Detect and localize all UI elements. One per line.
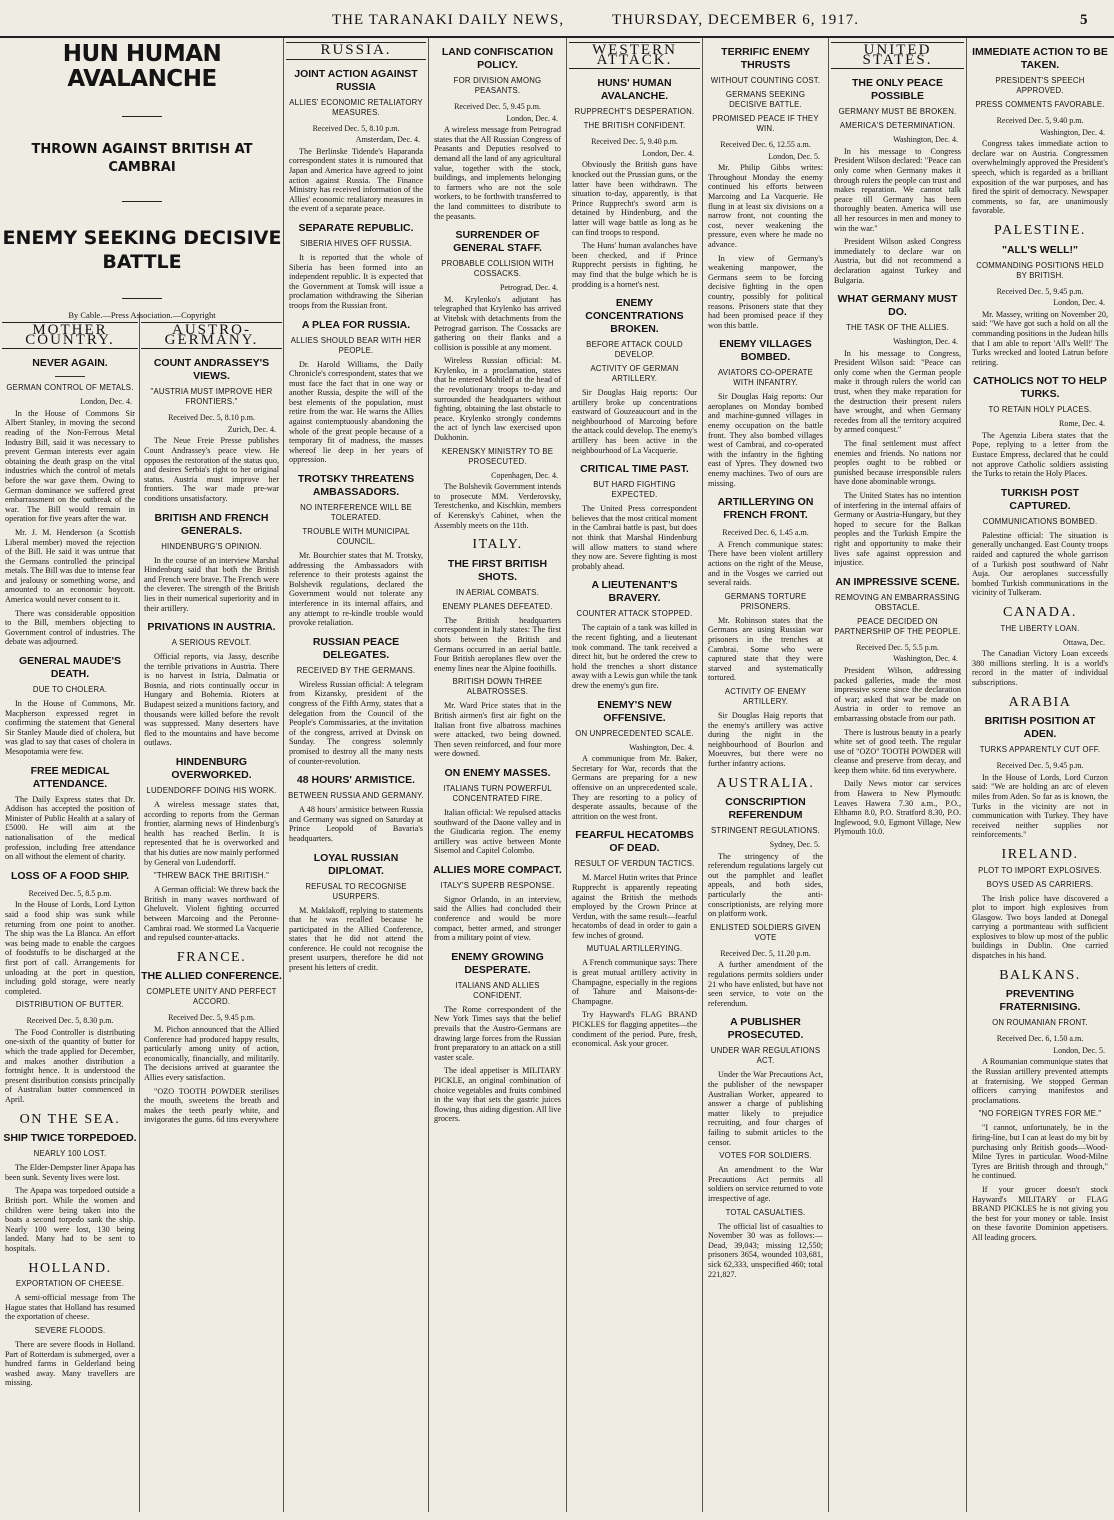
subheadline: PRESS COMMENTS FAVORABLE. <box>975 100 1105 109</box>
article-text: The United Press correspondent believes that the most critical moment in the Cambrai battle is past, but does not think that Marshal Hindenburg will allow matters to stand where they now are. Severe fighting is most probably ahead. <box>572 504 697 571</box>
headline: ARTILLERYING ON FRENCH FRONT. <box>717 496 814 522</box>
received-line: Received Dec. 5, 9.45 p.m. <box>454 102 541 111</box>
subheadline: BEFORE ATTACK COULD DEVELOP. <box>586 340 683 360</box>
headline: BRITISH AND FRENCH GENERALS. <box>154 511 269 537</box>
subheadline: TO RETAIN HOLY PLACES. <box>988 405 1092 415</box>
article-text: An amendment to the War Precautions Act permits all soldiers on service returned to vote irrespective of age. <box>708 1165 823 1203</box>
headline: ALLIES MORE COMPACT. <box>433 863 562 876</box>
subheadline: TROUBLE WITH MUNICIPAL COUNCIL. <box>302 527 410 547</box>
subheadline: BRITISH DOWN THREE ALBATROSSES. <box>452 677 543 697</box>
article-text: A semi-official message from The Hague states that Holland has resumed the exportation of cheese. <box>5 1293 135 1322</box>
headline: CRITICAL TIME PAST. <box>580 463 689 476</box>
received-line: Received Dec. 5, 9.45 p.m. <box>996 761 1084 771</box>
headline: SHIP TWICE TORPEDOED. <box>3 1132 137 1145</box>
article-text: Signor Orlando, in an interview, said the Allies had concluded their conference and would be more compact, better armed, and stronger from a military point of view. <box>434 894 561 943</box>
subheadline: HINDENBURG'S OPINION. <box>161 541 262 551</box>
headline: THE FIRST BRITISH SHOTS. <box>447 557 548 583</box>
subheadline: PRESIDENT'S SPEECH APPROVED. <box>995 76 1085 95</box>
article-text: In the House of Lords, Lord Curzon said: "We are holding an arc of eleven miles from Aden. So far as is known, the Turks in the vicinity are not in communication with Turkey. They have received neither supplies nor reinforcements." <box>972 772 1108 840</box>
headline: AN IMPRESSIVE SCENE. <box>835 575 960 588</box>
section-holland: HOLLAND. <box>28 1260 112 1276</box>
subheadline: PROMISED PEACE IF THEY WIN. <box>712 114 819 133</box>
subheadline: ITALY'S SUPERB RESPONSE. <box>440 880 555 890</box>
subheadline: THE TASK OF THE ALLIES. <box>846 323 949 333</box>
column-land-italy <box>431 38 564 1512</box>
section-on-the-sea: ON THE SEA. <box>19 1111 121 1127</box>
article-text: The Rome correspondent of the New York Times says that the belief prevails that the Austro-Germans are drawing large forces from the Russian front preparatory to an attack on a still vaster scale. <box>434 1004 561 1062</box>
subheadline: IN AERIAL COMBATS. <box>456 587 539 597</box>
article-text: The captain of a tank was killed in the recent fighting, and a lieutenant took command. The tank received a direct hit, but he ordered the crew to hold the trenches a short distance away with a Lewis gun while the tank drew the enemy's gun fire. <box>572 623 697 690</box>
subheadline: ALLIES SHOULD BEAR WITH HER PEOPLE. <box>290 335 422 355</box>
headline: ENEMY VILLAGES BOMBED. <box>719 338 812 364</box>
article-text: The Neue Freie Presse publishes Count Andrassey's peace view. He opposes the restoration of the status quo, and desires Serbia's right to her original status. Austria must improve her frontiers. The war made pre-war conditions unsatisfactory. <box>144 436 279 503</box>
headline: 48 HOURS' ARMISTICE. <box>296 774 416 787</box>
page-number: 5 <box>1080 12 1089 28</box>
headline: ON ENEMY MASSES. <box>444 766 551 779</box>
advertisement-text: There is lustrous beauty in a pearly white set of good teeth. The regular use of "OZO" TOOTH POWDER will cleanse and preserve from decay, and keep them white. 6d tins everywhere. <box>834 727 961 775</box>
subheadline: COUNTER ATTACK STOPPED. <box>576 609 693 619</box>
received-line: Received Dec. 5, 9.45 p.m. <box>168 1013 255 1023</box>
article-text: Mr. Robinson states that the Germans are using Russian war prisoners in the trenches at Cambrai. Some who were captured state that they were starved and systematically tortured. <box>708 615 823 683</box>
subheadline: LUDENDORFF DOING HIS WORK. <box>146 786 277 796</box>
dateline: Washington, Dec. 4. <box>893 135 958 145</box>
article-text: Mr. J. M. Henderson (a Scottish Liberal member) moved the rejection of the Bill. He said it was untrue that the Germans controlled the principal metals. The Bill was due to intense fear and jealousy or something worse, and amounted to an economic boycott. America would never consent to it. <box>5 527 135 605</box>
article-text: Sir Douglas Haig reports: Our artillery broke up concentrations eastward of Gouzeaucourt and in the neighbourhood of Marcoing before the attack could develop. The enemy's artillery has been active in the neighbourhood of La Vacquerie. <box>572 388 698 455</box>
dateline: London, Dec. 4. <box>506 113 558 123</box>
article-text: Italian official: We repulsed attacks southward of the Daone valley and in the Giudicaria region. The enemy artillery was active between Monte Sisemol and Capitel Colombo. <box>434 807 561 856</box>
subheadline: STRINGENT REGULATIONS. <box>711 826 820 836</box>
subheadline: GERMANS SEEKING DECISIVE BATTLE. <box>725 90 806 109</box>
advertisement-text: The ideal appetiser is MILITARY PICKLE, an original combination of choice vegetables and fruits combined in the way that sets the gastric juices flowing, thus aiding digestion. All live grocers. <box>434 1066 561 1124</box>
subheadline: COMMANDING POSITIONS HELD BY BRITISH. <box>976 260 1104 280</box>
section-france: FRANCE. <box>176 949 247 965</box>
dateline: Zurich, Dec. 4. <box>227 424 276 434</box>
article-text: The Huns' human avalanches have been checked, and if Prince Rupprecht persists in fighting, he may find that the bulge which he is prodding is a hornet's nest. <box>572 241 697 289</box>
headline: IMMEDIATE ACTION TO BE TAKEN. <box>972 46 1108 71</box>
subheadline: AMERICA'S DETERMINATION. <box>839 121 956 131</box>
subheadline: GERMANS TORTURE PRISONERS. <box>724 591 807 611</box>
headline: ENEMY GROWING DESPERATE. <box>451 950 544 976</box>
headline: CONSCRIPTION REFERENDUM <box>725 796 806 822</box>
article-text: Official reports, via Jassy, describe the terrible privations in Austria. There is no harvest in Istria, Dalmatia or Bosnia, and riots continually occur in Hungary and Bohemia. Rioters at Budapest seized a munitions factory, and thousands were killed before the revolt was suppressed. Many deserters have fled to the mountains and have become outlaws. <box>144 652 279 748</box>
dateline: Washington, Dec. 4. <box>893 654 958 664</box>
dateline: London, Dec. 4. <box>1053 298 1105 308</box>
headline: ENEMY'S NEW OFFENSIVE. <box>597 698 672 724</box>
article-text: A Roumanian communique states that the Russian artillery prevented attempts at fraternising. We stopped German officers carrying manifestos and proclamations. <box>972 1057 1108 1105</box>
newspaper-title: THE TARANAKI DAILY NEWS, <box>332 12 565 28</box>
article-text: Mr. Philip Gibbs writes: Throughout Monday the enemy continued his efforts between Marcoing and La Vacquerie. He flung in at least six divisions on a narrow front, not counting the cost, never weakening the pressure, even where he made no advance. <box>708 163 823 249</box>
headline: HINDENBURG OVERWORKED. <box>171 756 252 782</box>
section-ireland: IRELAND. <box>1001 846 1079 862</box>
article-text: In the House of Commons Sir Albert Stanley, in moving the second reading of the Non-Ferrous Metal Industry Bill, said it was necessary to prevent German interests ever again obtaining the death grasp on the vital industries which the control of metals before the war gave them. Owing to German dominance we suffered great embarrassment on the outbreak of the war. The Bill would remain in operation for five years after the war. <box>5 408 135 524</box>
received-line: Received Dec. 6, 1.45 a.m. <box>722 528 809 538</box>
headline: FREE MEDICAL ATTENDANCE. <box>30 764 110 790</box>
subheadline: RESULT OF VERDUN TACTICS. <box>574 859 695 869</box>
subheadline: SEVERE FLOODS. <box>34 1325 106 1335</box>
column-terrific-australia <box>705 38 826 1512</box>
subheadline: ENLISTED SOLDIERS GIVEN VOTE <box>710 922 821 942</box>
subheadline: NEARLY 100 LOST. <box>33 1149 107 1159</box>
section-australia: AUSTRALIA. <box>716 775 815 791</box>
received-line: Received Dec. 5, 5.5 p.m. <box>856 642 939 652</box>
subheadline: ALLIES' ECONOMIC RETALIATORY MEASURES. <box>289 97 423 117</box>
subheadline: SIBERIA HIVES OFF RUSSIA. <box>299 238 413 248</box>
headline: HUNS' HUMAN AVALANCHE. <box>597 77 672 103</box>
article-text: Wireless Russian official: M. Krylenko, in a proclamation, states that he entered Mohileff at the head of the revolutionary troops to-day and surrounded the headquarters without fighting, obtaining the last obstacle to peace. Krylenko strongly condemns the act of lynch law exercised upon Dukhonin. <box>434 356 561 443</box>
article-text: In view of Germany's weakening manpower, the Germans seem to be forcing decisive fighting in the open country, possibly for political reasons. Prisoners state that they had been promised peace if they won this battle. <box>708 253 823 330</box>
article-text: The Apapa was torpedoed outside a British port. While the women and children were being taken into the boats a second torpedo sank the ship. Nearly 100 were lost, 130 being landed. Many had to be sent to hospitals. <box>5 1186 135 1253</box>
article-text: The Agenzia Libera states that the Pope, replying to a letter from the Eustace Empress, declared that he could not approve Catholic soldiers assisting the Turks to retain the Holy Places. <box>972 430 1108 479</box>
article-text: Mr. Massey, writing on November 20, said: "We have got such a hold on all the commanding positions in the Judean hills that I am able to report 'All's Well!' The Turks wrecked and looted Latrun before retiring. <box>972 309 1108 367</box>
subheadline: NO INTERFERENCE WILL BE TOLERATED. <box>300 503 412 523</box>
article-text: A French communique says: There is great mutual artillery activity in Champagne, especially in the regions of Tahure and Maisons-de-Champagne. <box>572 958 697 1006</box>
subheadline: AVIATORS CO-OPERATE WITH INFANTRY. <box>717 368 814 388</box>
lead-headline: HUN HUMAN AVALANCHE <box>62 41 222 92</box>
section-russia: RUSSIA. <box>286 42 426 60</box>
masthead <box>0 0 1114 38</box>
subheadline: THE BRITISH CONFIDENT. <box>583 121 686 131</box>
received-line: Received Dec. 5, 8.5 p.m. <box>28 888 112 898</box>
headline: LOYAL RUSSIAN DIPLOMAT. <box>313 851 399 877</box>
subheadline: BOYS USED AS CARRIERS. <box>986 879 1094 889</box>
column-western-attack <box>569 38 700 1512</box>
dateline: Rome, Dec. 4. <box>1059 419 1105 429</box>
article-text: The Bolshevik Government intends to prosecute MM. Verderovsky, Terestchenko, and Kischkin, members of Kerensky's Cabinet, when the Assembly meets on the 11th. <box>434 482 561 530</box>
dateline: Sydney, Dec. 5. <box>769 840 820 850</box>
article-text: M. Pichon announced that the Allied Conference had produced happy results, particularly among unity of action, economically, financially, and militarily. The decisions arrived at guarantee the Allies every satisfaction. <box>144 1024 279 1082</box>
dateline: London, Dec. 5. <box>768 151 820 161</box>
advertisement-text: Try Hayward's FLAG BRAND PICKLES for flagging appetites—the condiment of the period. Pure, fresh, economical. Ask your grocer. <box>572 1010 697 1049</box>
dateline: London, Dec. 5. <box>1053 1045 1105 1055</box>
article-text: Obviously the British guns have knocked out the Prussian guns, or the latter have been withdrawn. The situation to-day, apparently, is that Prince Rupprecht's sword arm is detained by Hindenburg, and the latter will wage battle as long as he can find troops to respond. <box>572 160 697 237</box>
article-text: A further amendment of the regulations permits soldiers under 21 who have enlisted, but have not seen service, to vote on the referendum. <box>708 960 823 1008</box>
headline: NEVER AGAIN. <box>32 357 108 370</box>
subheadline: MUTUAL ARTILLERYING. <box>586 944 683 954</box>
headline: FEARFUL HECATOMBS OF DEAD. <box>575 829 694 855</box>
headline: LOSS OF A FOOD SHIP. <box>10 869 130 882</box>
article-text: Under the War Precautions Act, the publisher of the newspaper Australian Worker, appeared to answer a charge of publishing matter likely to prejudice recruiting, and four charges of failing to submit articles to the censor. <box>708 1070 823 1147</box>
headline: ENEMY CONCENTRATIONS BROKEN. <box>585 297 684 336</box>
headline: SEPARATE REPUBLIC. <box>298 221 414 234</box>
section-italy: ITALY. <box>472 537 523 553</box>
article-text: In his message to Congress President Wilson declared: "Peace can only come when Germany makes it through rulers the people can trust and makes reparation. We cannot talk peace till Germany has been thoroughly beaten. America will use all her resources in men and money to win the war." <box>834 146 961 233</box>
subheadline: ENEMY PLANES DEFEATED. <box>442 601 553 611</box>
article-text: The British headquarters correspondent in Italy states: The first shots between the British and Germans occurred in an aerial battle. Four British aeroplanes flew over the enemy lines near the Alpine foothills. <box>434 615 561 673</box>
advertisement-text: "OZO TOOTH POWDER sterilises the mouth, sweetens the breath and makes the teeth pearly white, and invigorates the gums. 6d tins everywhere <box>144 1086 279 1125</box>
section-palestine: PALESTINE. <box>994 222 1086 238</box>
subheadline: VOTES FOR SOLDIERS. <box>719 1151 812 1161</box>
article-text: The stringency of the referendum regulations largely cut out the pamphlet and leaflet appeals, and both sides, particularly the anti-conscriptionists, are relying more on platform work. <box>708 851 823 919</box>
subheadline: "THREW BACK THE BRITISH." <box>153 871 270 881</box>
headline: A PUBLISHER PROSECUTED. <box>727 1016 804 1042</box>
subheadline: RECEIVED BY THE GERMANS. <box>296 665 416 675</box>
section-arabia: ARABIA <box>1008 694 1072 710</box>
subheadline: PEACE DECIDED ON PARTNERSHIP OF THE PEOPLE. <box>834 616 961 636</box>
subheadline: WITHOUT COUNTING COST. <box>710 76 821 85</box>
headline: PRIVATIONS IN AUSTRIA. <box>147 621 276 634</box>
received-line: Received Dec. 6, 12.55 a.m. <box>720 140 811 149</box>
received-line: Received Dec. 5, 9.45 p.m. <box>996 286 1084 296</box>
subheadline: THE LIBERTY LOAN. <box>1000 623 1080 633</box>
headline: "ALL'S WELL!" <box>1001 243 1079 256</box>
article-text: President Wilson asked Congress immediately to declare war on Austria, but did not recommend a declaration against Turkey and Bulgaria. <box>834 237 961 285</box>
headline: CATHOLICS NOT TO HELP TURKS. <box>973 375 1107 401</box>
received-line: Received Dec. 5, 8.10 p.m. <box>312 123 400 133</box>
article-text: A wireless message from Petrograd states that the All Russian Congress of Peasants and Deputies resolved to demand all the land of any agricultural value, together with the stock, buildings, and implements belonging to farmers who are not the sole workers, to be forthwith transferred to the land committees to distribute to the peasants. <box>434 125 561 221</box>
advertisement-text: If your grocer doesn't stock Hayward's MILITARY or FLAG BRAND PICKLES he is not giving you the best for your money or table. Insist on these favorite Dominion appetisers. All leading grocers. <box>972 1184 1108 1242</box>
byline-text: By Cable.—Press Association.—Copyright <box>68 310 216 320</box>
received-line: Received Dec. 6, 1.50 a.m. <box>996 1034 1084 1044</box>
section-western-attack: WESTERN ATTACK. <box>569 42 700 69</box>
subheadline: PROBABLE COLLISION WITH COSSACKS. <box>441 259 554 279</box>
article-text: Mr. Bourchier states that M. Trotsky, addressing the Ambassadors with reference to their protests against the Bolshevik regulations, declared the Government would not tolerate any interference in its internal affairs, and any attempt to re-kindle trouble would provoke retaliation. <box>289 551 423 628</box>
column-russia <box>286 38 426 1512</box>
section-united-states: UNITED STATES. <box>831 42 964 69</box>
article-text: In the House of Commons, Mr. Macpherson expressed regret in confirming the statement that General Sir Stanley Maude died of cholera, but was glad to say that cases of cholera in Mesopotamia were few. <box>5 699 135 756</box>
headline: TERRIFIC ENEMY THRUSTS <box>721 46 810 71</box>
article-text: A German official: We threw back the British in many waves northward of Gheluvelt. Violent fighting occurred between Marcoing and the Peronne-Cambrai road. We stormed La Vacquerie and repulsed counter-attacks. <box>144 885 279 943</box>
article-text: There are severe floods in Holland. Part of Rotterdam is submerged, over a hundred farms in Gelderland being washed away. Many travellers are missing. <box>5 1339 135 1388</box>
headline: JOINT ACTION AGAINST RUSSIA <box>294 67 418 93</box>
article-text: The final settlement must affect enemies and friends. No nations nor peoples ought to be robbed or punished because irresponsible rulers have done abominable wrongs. <box>834 439 961 487</box>
headline: COUNT ANDRASSEY'S VIEWS. <box>153 357 270 383</box>
subheadline: ACTIVITY OF ENEMY ARTILLERY. <box>724 686 807 706</box>
headline: TURKISH POST CAPTURED. <box>1000 486 1080 512</box>
section-mother-country: MOTHER COUNTRY. <box>2 322 138 349</box>
article-text: The Food Controller is distributing one-sixth of the quantity of butter for which the trade applied for December, and makes another distribution a fortnight hence. It is understood the present distribution consists principally of Australian butter commenced in April. <box>5 1027 135 1105</box>
article-text: The Canadian Victory Loan exceeds 380 millions sterling. It is a world's record in the matter of individual subscriptions. <box>972 649 1108 687</box>
article-text: President Wilson, addressing packed galleries, made the most impressive scene since the declaration of war; asked that war be made on Austria in order to remove an embarrassing obstacle from our path. <box>834 665 961 723</box>
headline: WHAT GERMANY MUST DO. <box>837 293 958 319</box>
article-text: The Elder-Dempster liner Apapa has been sunk. Seventy lives were lost. <box>5 1163 135 1182</box>
subheadline: TURKS APPARENTLY CUT OFF. <box>979 745 1101 755</box>
article-text: The Daily Express states that Dr. Addison has accepted the position of Minister of Public Health at a salary of £5000. He will aim at the nationalisation of the medical profession, including free attendance on all without the element of charity. <box>5 794 135 862</box>
received-line: Received Dec. 5, 8.10 p.m. <box>168 413 255 423</box>
subheadline: "NO FOREIGN TYRES FOR ME." <box>978 1109 1102 1119</box>
column-austro-germany <box>141 318 282 1512</box>
article-text: Sir Douglas Haig reports: Our aeroplanes on Monday bombed and machine-gunned villages in enemy occupation on the battle front. They also bombed villages west of Cambrai, and co-operated with the infantry in the fighting east of Ypres. They downed two enemy machines. Two of ours are missing. <box>708 392 823 488</box>
lead-deck-2: ENEMY SEEKING DECISIVE BATTLE <box>2 227 282 273</box>
subheadline: A SERIOUS REVOLT. <box>171 638 252 648</box>
article-text: Congress takes immediate action to declare war on Austria. Congressmen overwhelmingly approved the President's speech, which is regarded as a brilliant exposition of the war purposes, and has fired the spirit of democracy. Newspaper comments, so far, are unanimously favorable. <box>972 139 1108 216</box>
article-text: M. Krylenko's adjutant has telegraphed that Krylenko has arrived at Vitebsk with detachments from the Petrograd garrison. The Cossacks are gathering on their flanks and a collision is possible at any moment. <box>434 294 561 352</box>
headline: TROTSKY THREATENS AMBASSADORS. <box>297 473 415 499</box>
subheadline: DUE TO CHOLERA. <box>32 685 108 695</box>
article-text: Dr. Harold Williams, the Daily Chronicle's correspondent, states that we must face the fact that in one way or another Russia, despite the will of the best elements of the population, must retire from the war. He warns the Allies against contemptuously abandoning the whole of the great people because of a temporary fit of madness, the masses whereof lie deep in her years of oppression. <box>289 359 423 465</box>
subheadline: "AUSTRIA MUST IMPROVE HER FRONTIERS." <box>150 387 273 407</box>
section-canada: CANADA. <box>1003 605 1077 620</box>
advertisement-text: "I cannot, unfortunately, be in the firing-line, but I can at least do my bit by purchasing only British goods—Wood-Milne Tyres in particular. Wood-Milne Tyres are British through and through," he continued. <box>972 1123 1108 1181</box>
subheadline: RUPPRECHT'S DESPERATION. <box>574 107 695 117</box>
dateline: Ottawa, Dec. <box>1063 637 1105 647</box>
article-text: The United States has no intention of interfering in the internal affairs of Germany or Austria-Hungary, but they hoped to secure for the Balkan peoples and the Turkish Empire the right and opportunity to make their lives safe against oppression and injustice. <box>834 491 961 568</box>
subheadline: ITALIANS AND ALLIES CONFIDENT. <box>455 980 540 1000</box>
headline: RUSSIAN PEACE DELEGATES. <box>312 635 400 661</box>
headline: LAND CONFISCATION POLICY. <box>441 46 554 71</box>
subheadline: KERENSKY MINISTRY TO BE PROSECUTED. <box>441 446 554 466</box>
article-text: The Irish police have discovered a plot to import high explosives from Glasgow. Two boys landed at Donegal carrying a portmanteau with sufficient explosives to blow up most of the public buildings in Dublin. One carried dispatches in his hand. <box>972 893 1108 961</box>
section-balkans: BALKANS. <box>999 967 1081 983</box>
article-text: Palestine official: The situation is generally unchanged. East County troops raided and captured the whole garrison of a Turkish post southward of Nahr Auja. Our aeroplanes successfully bombed Turkish communications in the vicinity of Tulkeram. <box>972 530 1108 598</box>
subheadline: GERMANY MUST BE BROKEN. <box>838 107 957 117</box>
column-mother-country <box>2 318 138 1512</box>
article-text: A French communique states: There have been violent artillery actions on the right of the Meuse, and in the Vosges we carried out several raids. <box>708 539 823 588</box>
headline: GENERAL MAUDE'S DEATH. <box>18 655 122 681</box>
subheadline: DISTRIBUTION OF BUTTER. <box>15 1000 125 1010</box>
subheadline: BETWEEN RUSSIA AND GERMANY. <box>288 791 424 801</box>
article-text: Wireless Russian official: A telegram from Kizansky, president of the congress of the Fifth Army, states that a delegation from the Council of the People's Commissaries, at the invitation of the congress, arrived at Dvinsk on Sunday. The congress solemnly promised to destroy all the many nests of counter-revolution. <box>289 679 423 766</box>
article-text: A 48 hours' armistice between Russia and Germany was signed on Saturday at Prince Leopold of Bavaria's headquarters. <box>289 805 423 843</box>
article-text: In the course of an interview Marshal Hindenburg said that both the British and French were brave. The French were the cleverer. The strength of the British lies in their numerical superiority and in their artillery. <box>144 555 279 613</box>
headline: BRITISH POSITION AT ADEN. <box>984 715 1096 741</box>
article-text: The official list of casualties to November 30 was as follows:—Dead, 39,043; missing 12,550; prisoners 3654, wounded 103,681, sick 62,333, unspecified 460; total 221,827. <box>708 1221 823 1279</box>
received-line: Received Dec. 5, 9.40 p.m. <box>996 116 1084 125</box>
article-text: M. Marcel Hutin writes that Prince Rupprecht is apparently repeating against the British the methods employed by the Crown Prince at Verdun, with the same result—fearful hecatombs of dead in order to gain a few inches of ground. <box>572 873 697 940</box>
section-austro-germany: AUSTRO-GERMANY. <box>141 322 282 349</box>
lead-deck-1: THROWN AGAINST BRITISH AT CAMBRAI <box>31 142 253 175</box>
article-text: A communique from Mr. Baker, Secretary for War, records that the Germans are preparing for a new offensive on an unprecedented scale. They are resorting to a policy of desperate assaults, because of the attrition on the west front. <box>572 754 697 821</box>
article-text: The Berlinske Tidende's Haparanda correspondent states it is rumoured that Japan and America have agreed to joint action against Russia. The Finance Ministry has received information of the Allies' economic retaliatory measures in the event of a separate peace. <box>289 146 423 214</box>
dateline: London, Dec. 4. <box>80 397 132 407</box>
headline: THE ONLY PEACE POSSIBLE <box>851 77 944 103</box>
subheadline: PLOT TO IMPORT EXPLOSIVES. <box>978 865 1102 875</box>
headline: A PLEA FOR RUSSIA. <box>301 318 411 331</box>
headline: SURRENDER OF GENERAL STAFF. <box>453 229 542 255</box>
subheadline: TOTAL CASUALTIES. <box>725 1207 806 1217</box>
subheadline: COMMUNICATIONS BOMBED. <box>982 516 1098 526</box>
article-text: In the House of Lords, Lord Lytton said a food ship was sunk while returning from one point to another. The ship was the La Blanca. An effort was being made to enable the cargoes of foodstuffs to be discharged at the first port of call. Arrangements for unloading at the port in question, including gold storage, were nearly completed. <box>5 900 135 996</box>
dateline: Washington, Dec. 4. <box>629 742 694 752</box>
subheadline: ITALIANS TURN POWERFUL CONCENTRATED FIRE. <box>443 783 552 803</box>
advertisement-text: Daily News motor car services from Hawera to New Plymouth: Leaves Hawera 7.30 a.m., P.O., Elthamn 8.0, P.O. Stratford 8.30, P.O. Inglewood, 9.0, Egmont Village, New Plymouth 10.0. <box>834 779 961 837</box>
article-text: A wireless message states that, according to reports from the German frontier, alarming news of Hindenburg's health has reached Berlin. It is represented that he is overworked and that his duties are now mainly performed by General von Ludendorff. <box>144 800 279 867</box>
article-text: It is reported that the whole of Siberia has been formed into an independent republic. It is expected that the Government at Tomsk will issue a proclamation withdrawing the Siberian troops from the Russian front. <box>289 252 423 310</box>
dateline: London, Dec. 4. <box>642 148 694 158</box>
article-text: M. Maklakoff, replying to statements that he was recalled because he participated in the Allied Conference, states that he did not attend the conference. He could not recognise the present usurpers, therefore he did not present his letters of credit. <box>289 905 423 973</box>
article-text: Mr. Ward Price states that in the British airmen's first air fight on the Italian front five albatross machines were attacked, two being downed. Then seven reinforced, and four more were downed. <box>434 701 561 759</box>
dateline: Amsterdam, Dec. 4. <box>355 135 420 145</box>
received-line: Received Dec. 5, 9.40 p.m. <box>591 137 678 147</box>
headline: A LIEUTENANT'S BRAVERY. <box>591 579 678 605</box>
subheadline: ON ROUMANIAN FRONT. <box>992 1018 1088 1028</box>
dateline: Petrograd, Dec. 4. <box>500 283 558 293</box>
headline: PREVENTING FRATERNISING. <box>999 988 1081 1014</box>
article-text: In his message to Congress, President Wilson said: "Peace can only come when the German people make it through rulers the world can trust, when they make reparation for the destruction their present rulers have wrought, and when Germany recedes from all the territory acquired by armed conquest." <box>834 348 961 435</box>
subheadline: ON UNPRECEDENTED SCALE. <box>575 728 694 738</box>
column-immediate-action <box>969 38 1111 1512</box>
subheadline: GERMAN CONTROL OF METALS. <box>6 383 134 393</box>
received-line: Received Dec. 5, 11.20 p.m. <box>720 948 811 958</box>
subheadline: UNDER WAR REGULATIONS ACT. <box>710 1046 821 1066</box>
article-text: There was considerable opposition to the Bill, members objecting to Government control of industries. The debate was adjourned. <box>5 608 135 647</box>
subheadline: REMOVING AN EMBARRASSING OBSTACLE. <box>835 592 960 612</box>
subheadline: REFUSAL TO RECOGNISE USURPERS. <box>305 881 407 901</box>
headline: THE ALLIED CONFERENCE. <box>141 970 282 983</box>
issue-date: THURSDAY, DECEMBER 6, 1917. <box>612 12 860 28</box>
received-line: Received Dec. 5, 8.30 p.m. <box>26 1016 114 1026</box>
subheadline: FOR DIVISION AMONG PEASANTS. <box>453 76 542 95</box>
subheadline: ACTIVITY OF GERMAN ARTILLERY. <box>590 364 679 384</box>
column-united-states <box>831 38 964 1512</box>
dateline: Washington, Dec. 4. <box>893 337 958 347</box>
dateline: Copenhagen, Dec. 4. <box>491 470 558 480</box>
subheadline: EXPORTATION OF CHEESE. <box>15 1279 125 1289</box>
lead-story <box>2 38 282 313</box>
dateline: Washington, Dec. 4. <box>1040 127 1105 137</box>
article-text: Sir Douglas Haig reports that the enemy's artillery was active during the night in the neighbourhood of Bourlon and Moeuvres, but there were no further infantry actions. <box>708 710 823 768</box>
subheadline: BUT HARD FIGHTING EXPECTED. <box>593 480 676 500</box>
subheadline: COMPLETE UNITY AND PERFECT ACCORD. <box>146 987 277 1007</box>
